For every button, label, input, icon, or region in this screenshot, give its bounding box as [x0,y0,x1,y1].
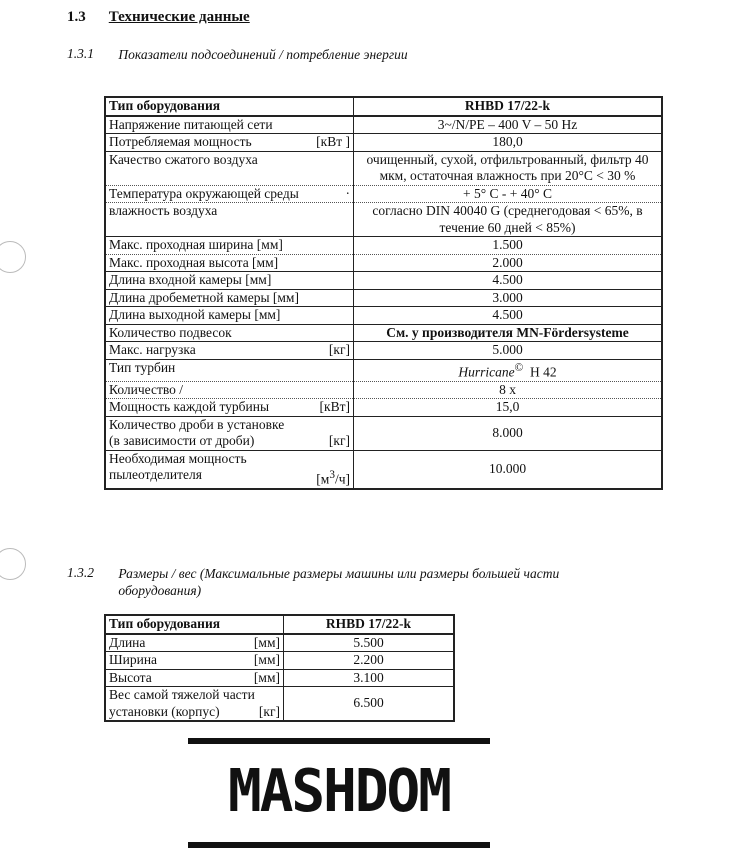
row-unit: [мм] [253,634,280,650]
row-label: Качество сжатого воздуха [105,151,354,185]
row-label-cell [105,687,284,722]
row-value: 8.000 [354,416,663,450]
section-number: 1.3 [67,9,86,25]
row-label-cell [105,652,284,670]
row-value: 2.000 [354,254,663,272]
row-value: 4.500 [354,272,663,290]
table-row [105,307,662,325]
row-unit: [кг] [258,703,280,719]
row-value: 1.500 [354,237,663,255]
row-label: Количество подвесок [105,324,354,342]
row-value: согласно DIN 40040 G (среднегодовая < 65%, в течение 60 дней < 85%) [354,203,663,237]
row-label: Потребляемая мощность [109,134,252,149]
row-label-cell [105,450,354,489]
row-value: 2.200 [284,652,455,670]
header-label: Тип оборудования [105,97,354,116]
row-value: 3.000 [354,289,663,307]
row-label: влажность воздуха [105,203,354,237]
turbine-brand: Hurricane [458,364,515,379]
logo-bottom-bar [188,842,490,848]
table-row [105,289,662,307]
table-row [105,272,662,290]
row-unit: [мм] [253,652,280,667]
logo-top-bar [188,738,490,744]
subsection-number: 1.3.1 [67,46,94,61]
row-label: Макс. проходная ширина [мм] [105,237,354,255]
row-label: Высота [109,669,152,685]
row-label-cell [105,342,354,360]
row-value: 4.500 [354,307,663,325]
table-row [105,399,662,417]
row-value: 6.500 [284,687,455,722]
row-label: Макс. проходная высота [мм] [105,254,354,272]
row-unit: [кВт ] [316,134,350,149]
row-label: Тип турбин [105,359,354,381]
row-value: 3~/N/PE – 400 V – 50 Hz [354,116,663,134]
table-row [105,237,662,255]
row-label-line2: установки (корпус) [109,703,220,719]
section-heading [67,9,250,26]
row-label-line1: Количество дроби в установке [109,416,285,432]
row-value: 3.100 [284,669,455,687]
punch-hole-mark [0,241,26,273]
row-label-cell [105,399,354,417]
row-label-cell [105,185,354,203]
table-row [105,652,454,670]
table-row [105,203,662,237]
row-label: Напряжение питающей сети [105,116,354,134]
header-value: RHBD 17/22-k [354,97,663,116]
table-row [105,116,662,134]
section-title: Технические данные [108,9,250,25]
copyright-mark: © [514,361,524,374]
unit-tail: /ч] [334,471,350,487]
turbine-model: H 42 [529,364,557,379]
row-unit: [кг] [328,433,350,448]
mashdom-logo: MASHDOM [227,757,450,826]
table-row [105,381,662,399]
row-value: 15,0 [354,399,663,417]
row-label: Температура окружающей среды [109,185,299,201]
row-unit: [мм] [253,669,280,685]
header-label: Тип оборудования [105,615,284,634]
row-label-cell [105,134,354,152]
table-row [105,450,662,489]
row-label: Ширина [109,652,158,667]
row-label: Длина входной камеры [мм] [105,272,354,290]
row-unit: [кг] [328,342,350,357]
row-label: Длина [109,634,146,650]
row-value: + 5° C - + 40° C [354,185,663,203]
header-value: RHBD 17/22-k [284,615,455,634]
row-value: 5.000 [354,342,663,360]
table-header-row [105,97,662,116]
subsection-heading-2 [67,565,638,599]
table-row [105,324,662,342]
row-label-cell [105,416,354,450]
row-label-cell [105,634,284,652]
table-row [105,254,662,272]
table-row [105,359,662,381]
row-label: Длина дробеметной камеры [мм] [105,289,354,307]
row-label: Мощность каждой турбины [109,399,270,414]
row-label: Количество / [105,381,354,399]
row-value-cell [354,359,663,381]
row-label-line2: пылеотделителя [109,467,202,482]
table-row [105,669,454,687]
row-value: См. у производителя MN-Fördersysteme [354,324,663,342]
row-unit: · [345,185,350,201]
table-row [105,185,662,203]
row-value: очищенный, сухой, отфильтрованный, фильтр 40 мкм, остаточная влажность при 20°C < 30 % [354,151,663,185]
unit-exponent: 3 [329,469,335,481]
table-row [105,342,662,360]
row-label: Макс. нагрузка [109,342,196,357]
subsection-heading-1 [67,46,638,63]
dimensions-table [104,614,455,722]
punch-hole-mark [0,548,26,580]
energy-specs-table [104,96,663,490]
unit-base: [м [316,471,330,487]
row-label-line1: Вес самой тяжелой части [109,687,255,702]
row-unit [316,467,350,488]
subsection-number: 1.3.2 [67,565,94,580]
row-unit: [кВт] [319,399,350,414]
table-row [105,634,454,652]
row-value: 8 x [354,381,663,399]
row-value: 5.500 [284,634,455,652]
row-value: 180,0 [354,134,663,152]
table-header-row [105,615,454,634]
row-value: 10.000 [354,450,663,489]
table-row [105,151,662,185]
row-label-line1: Необходимая мощность [109,450,247,466]
table-row [105,687,454,722]
row-label-cell [105,669,284,687]
row-label-line2: (в зависимости от дроби) [109,433,255,448]
subsection-title: Показатели подсоединений / потребление энергии [118,47,408,62]
row-label: Длина выходной камеры [мм] [105,307,354,325]
subsection-title: Размеры / вес (Максимальные размеры машины или размеры большей части оборудования) [118,566,560,598]
table-row [105,134,662,152]
table-row [105,416,662,450]
